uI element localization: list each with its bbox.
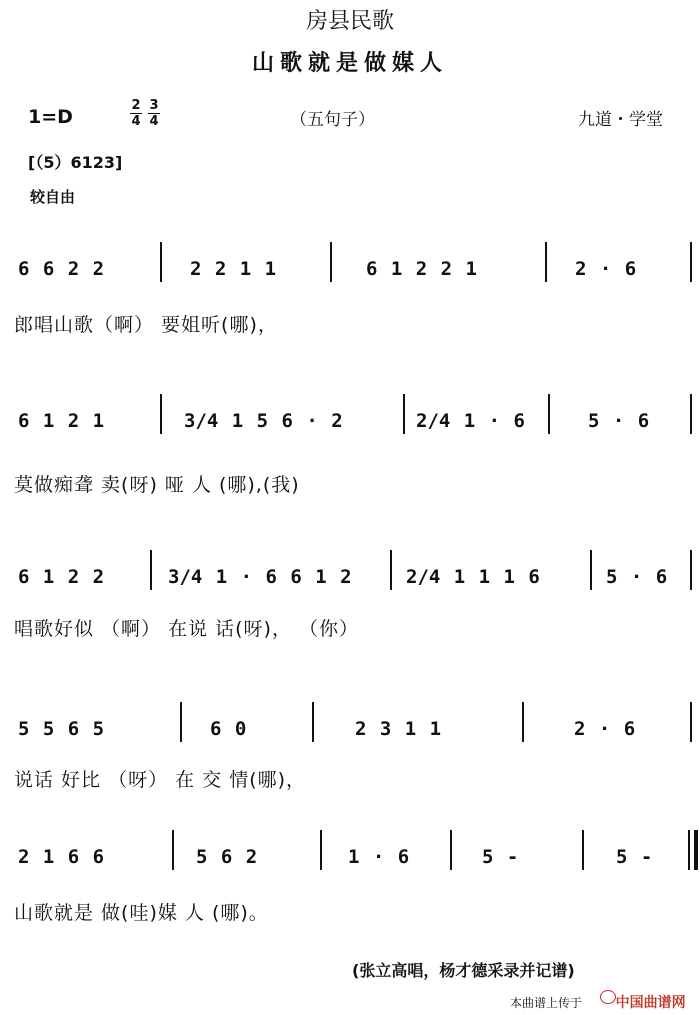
notes-measure: 2/4 1 1 1 6 xyxy=(406,566,540,588)
lyrics-line: 郎唱山歌（啊） 要姐听(哪)， xyxy=(14,314,278,336)
key-signature: 1=D xyxy=(28,106,73,128)
source-brand-link[interactable]: 中国曲谱网 xyxy=(615,995,686,1011)
barline xyxy=(160,242,162,282)
final-barline-thick xyxy=(694,830,698,870)
barline xyxy=(172,830,174,870)
barline xyxy=(150,550,152,590)
song-form: （五句子） xyxy=(290,110,375,130)
notes-measure: 5 5 6 5 xyxy=(18,718,105,740)
notes-measure: 6 0 xyxy=(210,718,247,740)
notes-measure: 5 - xyxy=(616,846,653,868)
site-logo-icon xyxy=(600,990,616,1004)
lyrics-line: 山歌就是 做(哇)媒 人 (哪)。 xyxy=(14,902,269,924)
barline xyxy=(160,394,162,434)
song-title: 山歌就是做媒人 xyxy=(251,51,448,76)
notes-measure: 1 · 6 xyxy=(348,846,410,868)
meter-a-denominator: 4 xyxy=(131,114,141,129)
notes-measure: 5 6 2 xyxy=(196,846,258,868)
notes-measure: 2 1 6 6 xyxy=(18,846,105,868)
notes-measure: 5 · 6 xyxy=(588,410,650,432)
barline xyxy=(320,830,322,870)
barline xyxy=(548,394,550,434)
notes-measure: 2 · 6 xyxy=(575,258,637,280)
song-region-title: 房县民歌 xyxy=(305,9,394,34)
notes-measure: 6 1 2 2 xyxy=(18,566,105,588)
barline xyxy=(330,242,332,282)
notes-measure: 3/4 1 5 6 · 2 xyxy=(184,410,343,432)
transcription-credit: (张立高唱，杨才德采录并记谱) xyxy=(352,961,575,980)
header-credit: 九道・学堂 xyxy=(578,110,663,130)
notes-measure: 2 3 1 1 xyxy=(355,718,442,740)
barline xyxy=(545,242,547,282)
notes-measure: 2 2 1 1 xyxy=(190,258,277,280)
notes-measure: 3/4 1 · 6 6 1 2 xyxy=(168,566,352,588)
meter-b-numerator: 3 xyxy=(149,98,159,113)
notes-measure: 6 6 2 2 xyxy=(18,258,105,280)
notes-measure: 6 1 2 2 1 xyxy=(366,258,477,280)
barline xyxy=(390,550,392,590)
barline xyxy=(582,830,584,870)
barline xyxy=(690,550,692,590)
final-barline xyxy=(688,830,690,870)
barline xyxy=(450,830,452,870)
lyrics-line: 说话 好比 （呀） 在 交 情(哪)， xyxy=(14,769,307,791)
notes-measure: 2 · 6 xyxy=(574,718,636,740)
time-signature-b xyxy=(148,98,160,129)
time-signature-a xyxy=(130,98,142,129)
notes-measure: 6 1 2 1 xyxy=(18,410,105,432)
barline xyxy=(690,702,692,742)
notes-measure: 2/4 1 · 6 xyxy=(416,410,525,432)
meter-a-numerator: 2 xyxy=(131,98,141,113)
barline xyxy=(403,394,405,434)
lyrics-line: 莫做痴聋 卖(呀) 哑 人 (哪),(我) xyxy=(14,474,300,496)
barline xyxy=(690,394,692,434)
notes-measure: 5 · 6 xyxy=(606,566,668,588)
tempo-marking: 较自由 xyxy=(30,188,76,206)
lyrics-line: 唱歌好似 （啊） 在说 话(呀)， （你） xyxy=(14,618,359,640)
barline xyxy=(522,702,524,742)
barline xyxy=(180,702,182,742)
source-note xyxy=(510,992,686,1012)
barline xyxy=(312,702,314,742)
intro-notes: [（5）6123] xyxy=(28,153,123,172)
barline xyxy=(690,242,692,282)
notes-measure: 5 - xyxy=(482,846,519,868)
source-text: 本曲谱上传于 xyxy=(510,996,583,1010)
barline xyxy=(590,550,592,590)
meter-b-denominator: 4 xyxy=(149,114,159,129)
